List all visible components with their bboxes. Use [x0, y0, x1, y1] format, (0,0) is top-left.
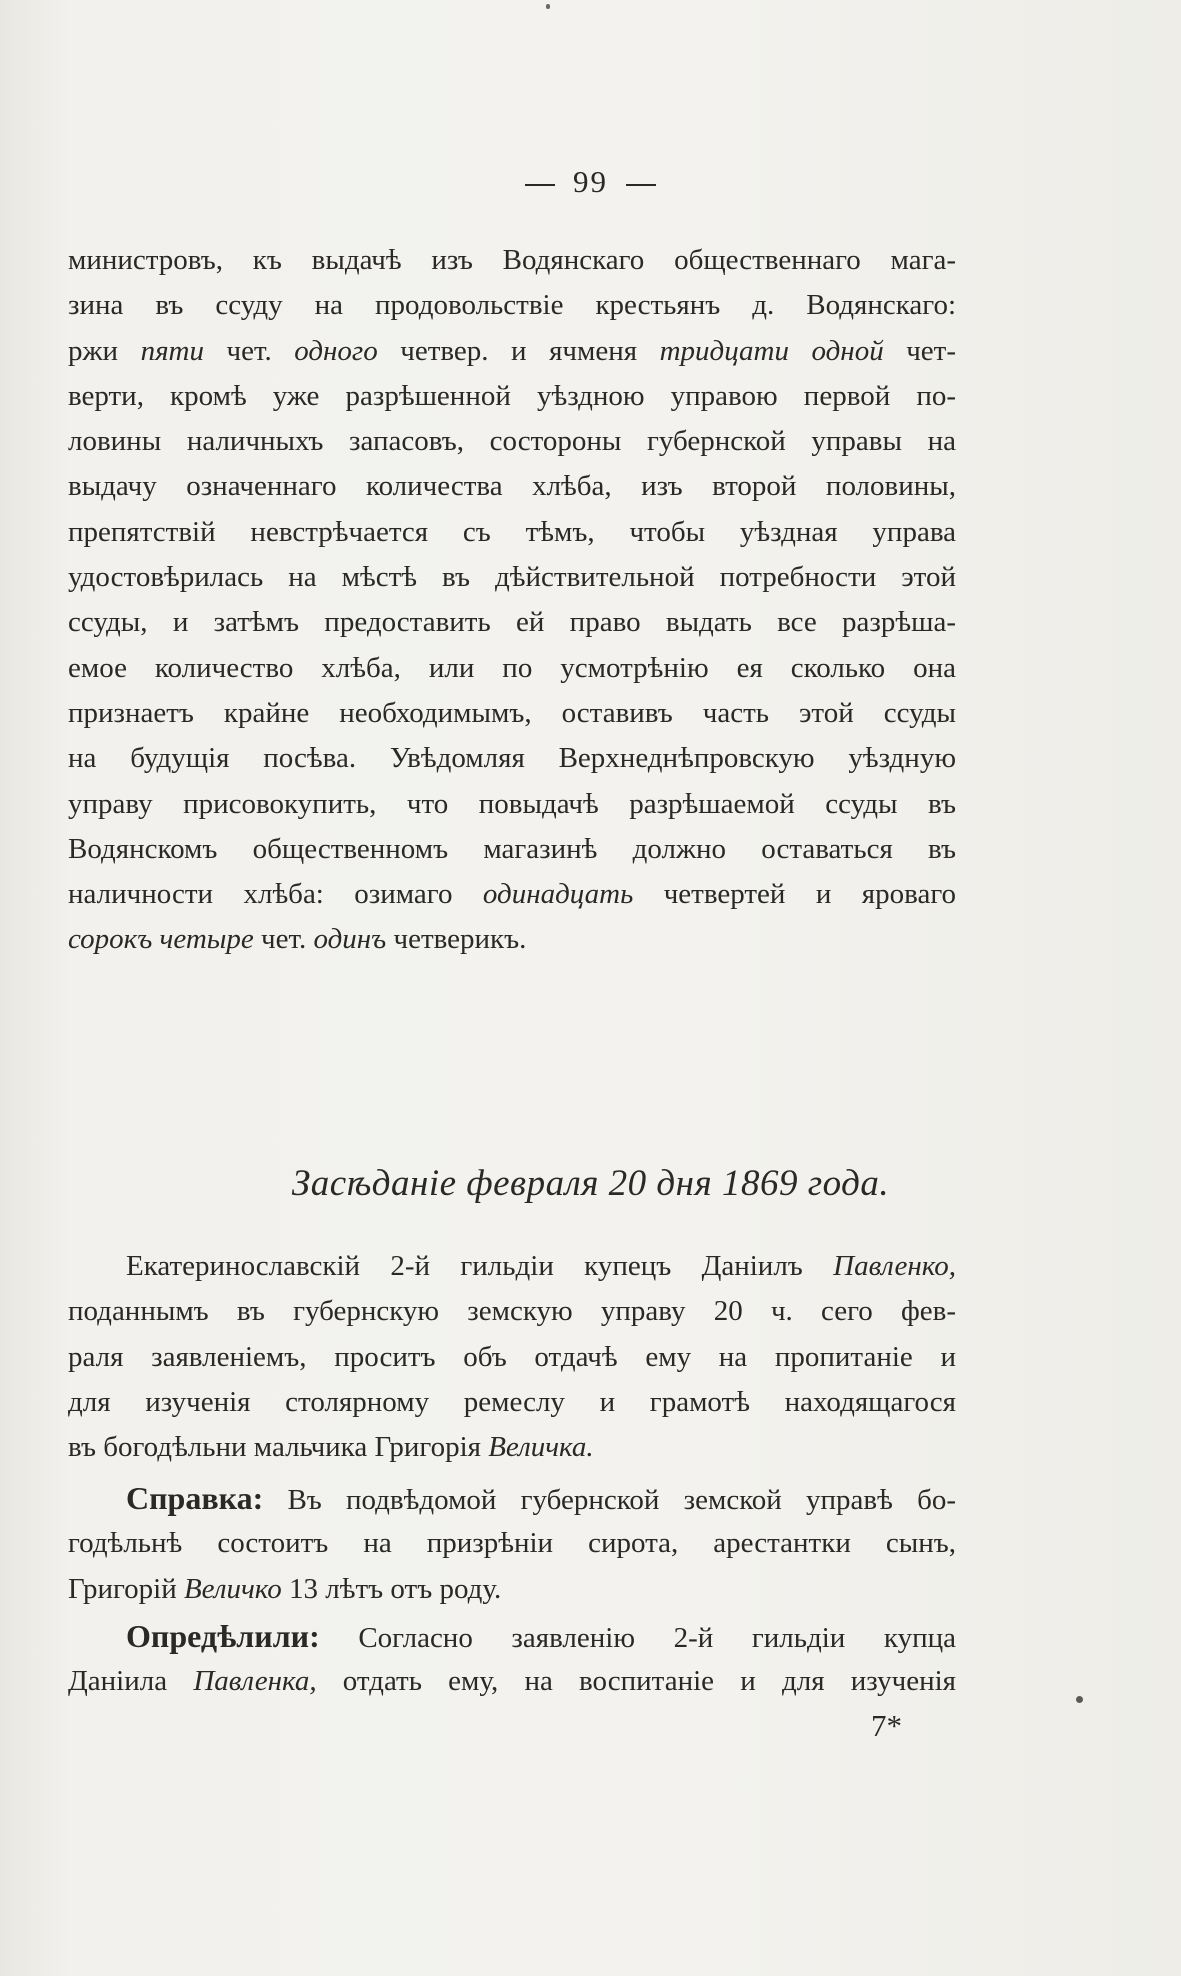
text-run — [68, 1484, 126, 1516]
text-line: признаетъ крайне необходимымъ, оставивъ часть этой ссуды — [68, 696, 956, 729]
italic-run: Величко — [183, 1572, 282, 1605]
italic-run: сорокъ четыре — [68, 923, 254, 956]
text-run: четвертей и яроваго — [633, 878, 956, 911]
text-line — [68, 872, 956, 917]
text-line: для изученія столярному ремеслу и грамотѣ находящагося — [68, 1385, 956, 1418]
petition-paragraph — [68, 1244, 956, 1470]
text-run: въ богодѣльни мальчика Григорія — [68, 1431, 489, 1464]
text-run: Екатеринославскій 2-й гильдіи купецъ Даніилъ — [68, 1250, 834, 1282]
italic-run: одинъ — [313, 923, 387, 956]
text-line: ловины наличныхъ запасовъ, состороны губернской управы на — [68, 425, 956, 458]
italic-run: пяти — [140, 334, 205, 367]
italic-run: Павленка, — [193, 1665, 317, 1698]
text-run: Даніила — [68, 1665, 194, 1698]
text-line — [68, 1614, 956, 1659]
bold-run: Опредѣлили: — [126, 1618, 320, 1654]
text-run: чет- — [883, 334, 957, 367]
text-run — [68, 1622, 126, 1654]
speck-mark — [546, 4, 550, 9]
text-line: удостовѣрилась на мѣстѣ въ дѣйствительной потребности этой — [68, 561, 956, 594]
italic-run: одного — [294, 334, 378, 367]
text-line: управу присовокупить, что повыдачѣ разрѣшаемой ссуды въ — [68, 787, 956, 820]
text-run: чет. — [204, 334, 295, 367]
italic-run: Величка. — [488, 1431, 594, 1464]
text-line — [68, 1567, 956, 1612]
text-line — [68, 1244, 956, 1289]
signature-mark: 7* — [871, 1708, 902, 1743]
text-run: чет. — [253, 923, 314, 956]
italic-run: одинадцать — [482, 878, 634, 911]
page-number-text: 99 — [573, 164, 608, 199]
text-run: Согласно заявленію 2-й гильдіи купца — [319, 1622, 956, 1654]
text-run: отдать ему, на воспитаніе и для изученія — [316, 1665, 956, 1698]
text-line: емое количество хлѣба, или по усмотрѣнію ея сколько она — [68, 651, 956, 684]
text-line: министровъ, къ выдачѣ изъ Водянскаго общественнаго мага- — [68, 244, 956, 276]
text-line: Водянскомъ общественномъ магазинѣ должно оставаться въ — [68, 832, 956, 865]
reference-paragraph — [68, 1476, 956, 1612]
text-line: ссуды, и затѣмъ предоставить ей право выдать все разрѣша- — [68, 606, 956, 639]
session-heading: Засѣданіе февраля 20 дня 1869 года. — [291, 1163, 890, 1204]
italic-run: тридцати одной — [659, 334, 884, 367]
page-number — [0, 164, 1181, 200]
text-line — [68, 1425, 956, 1470]
text-line — [68, 1476, 956, 1521]
speck-mark — [1076, 1696, 1083, 1703]
text-line: на будущія посѣва. Увѣдомляя Верхнеднѣпровскую уѣздную — [68, 742, 956, 775]
text-run: четвер. и ячменя — [377, 334, 660, 367]
text-run: Въ подвѣдомой губернской земской управѣ бо- — [263, 1484, 956, 1516]
text-run: ржи — [68, 334, 141, 367]
text-line: поданнымъ въ губернскую земскую управу 20 ч. сего фев- — [68, 1295, 956, 1328]
italic-run: Павленко, — [833, 1250, 956, 1282]
text-line — [68, 329, 956, 374]
text-line: препятствій невстрѣчается съ тѣмъ, чтобы уѣздная управа — [68, 515, 956, 548]
text-line — [68, 1659, 956, 1704]
text-line: годѣльнѣ состоитъ на призрѣніи сирота, арестантки сынъ, — [68, 1527, 956, 1560]
top-paragraph — [68, 238, 956, 963]
text-line: верти, кромѣ уже разрѣшенной уѣздною управою первой по- — [68, 379, 956, 412]
text-run: Григорій — [68, 1572, 184, 1605]
decision-paragraph — [68, 1614, 956, 1705]
text-line: выдачу означеннаго количества хлѣба, изъ второй половины, — [68, 470, 956, 503]
text-run: 13 лѣтъ отъ роду. — [281, 1572, 502, 1605]
text-line — [68, 917, 956, 962]
dash-left — [525, 184, 555, 186]
text-line: зина въ ссуду на продовольствіе крестьянъ д. Водянскаго: — [68, 289, 956, 322]
text-run: наличности хлѣба: озимаго — [68, 878, 483, 911]
text-run: четверикъ. — [386, 923, 527, 956]
bold-run: Справка: — [126, 1480, 264, 1516]
dash-right — [626, 184, 656, 186]
text-line: раля заявленіемъ, проситъ объ отдачѣ ему на пропитаніе и — [68, 1340, 956, 1373]
